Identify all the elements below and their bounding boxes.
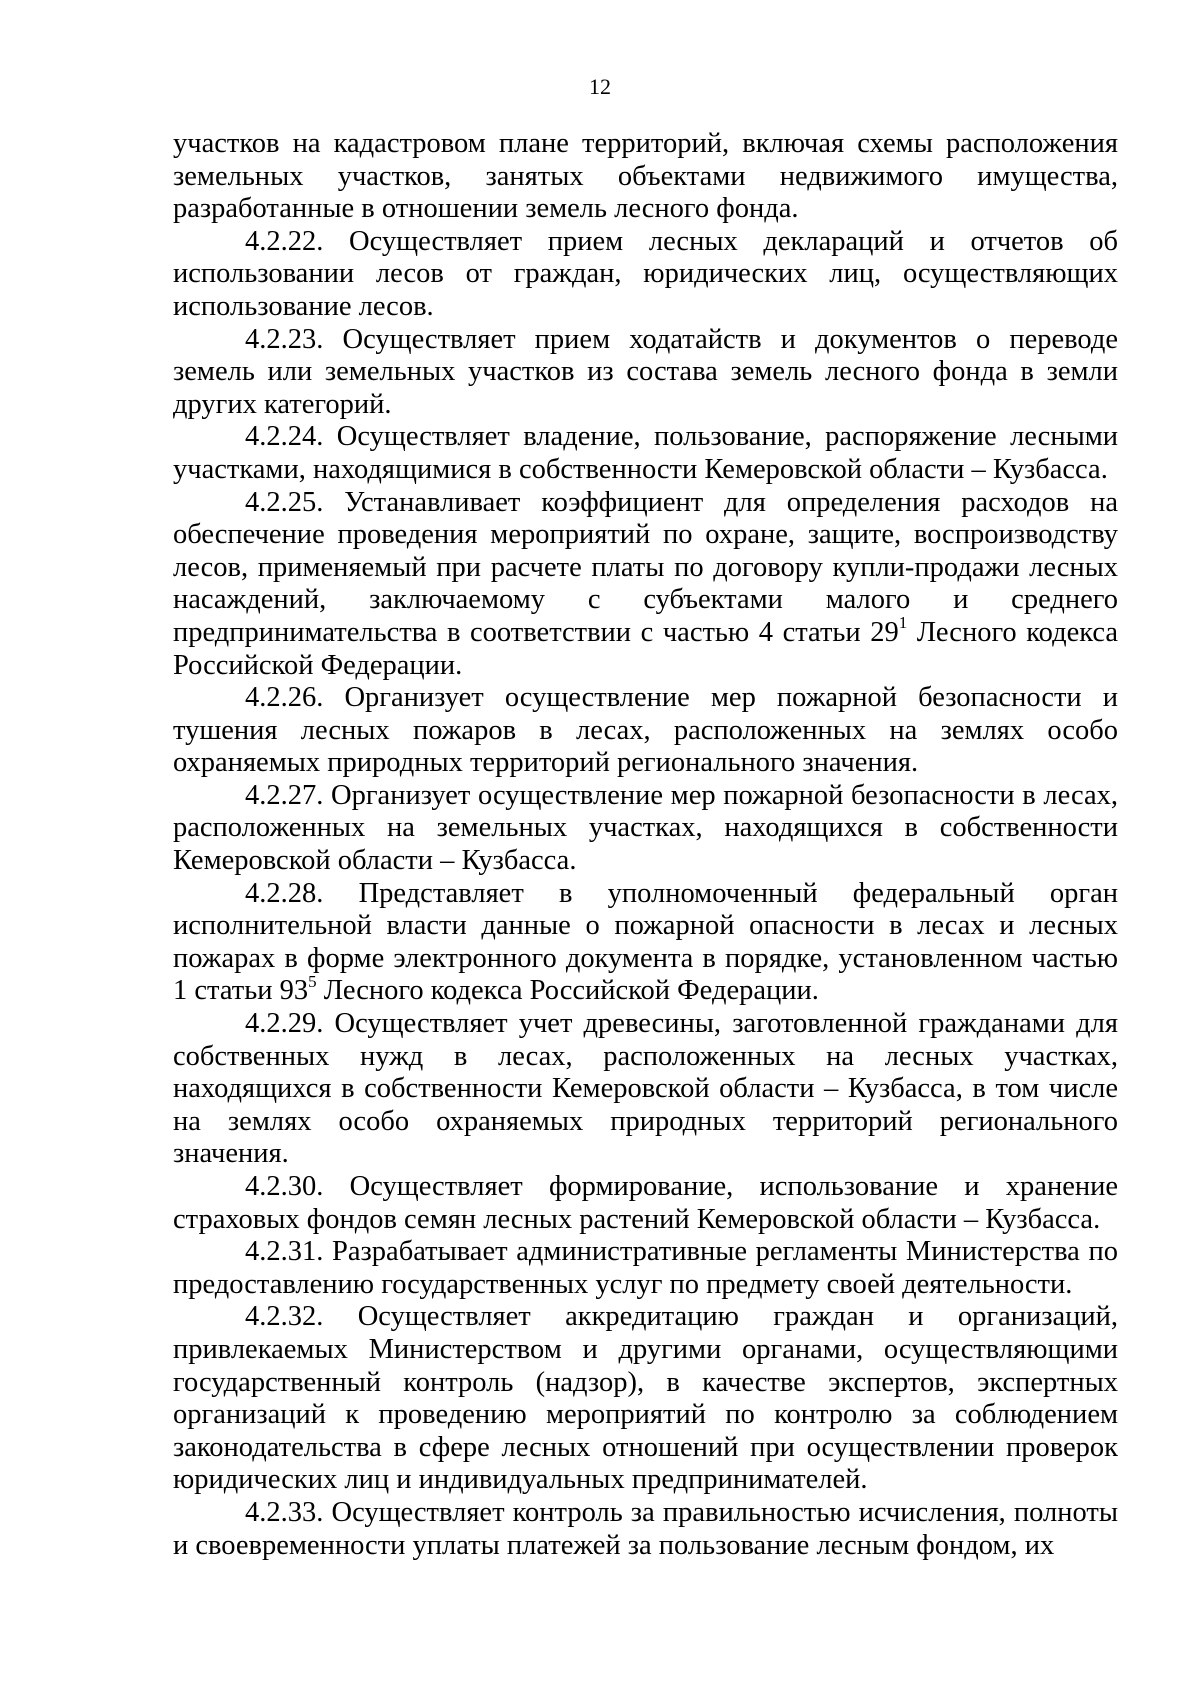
paragraph-text-tail: Лесного кодекса Российской Федерации. — [173, 616, 1118, 681]
paragraph-number: 4.2.27. — [245, 779, 324, 811]
paragraph-4-2-32 — [173, 1301, 1118, 1497]
paragraph-text: Представляет в уполномоченный федеральный орган исполнительной власти данные о пожарной опасности в лесах и лесных пожарах в форме электронного документа в порядке, установленном частью 1 статьи 93 — [173, 877, 1118, 1007]
paragraph-4-2-25 — [173, 487, 1118, 683]
paragraph-text: Разрабатывает административные регламенты Министерства по предоставлению государственных услуг по предмету своей деятельности. — [173, 1236, 1118, 1300]
paragraph-number: 4.2.33. — [245, 1496, 324, 1528]
paragraph-text: Осуществляет формирование, использование и хранение страховых фондов семян лесных растений Кемеровской области – Кузбасса. — [173, 1171, 1118, 1235]
paragraph-text: Осуществляет владение, пользование, распоряжение лесными участками, находящимися в собственности Кемеровской области – Кузбасса. — [173, 421, 1119, 485]
paragraph-number: 4.2.31. — [245, 1236, 324, 1268]
superscript: 1 — [898, 613, 908, 633]
paragraph-4-2-31 — [173, 1236, 1118, 1301]
paragraph-4-2-23 — [173, 324, 1118, 422]
paragraph-4-2-30 — [173, 1171, 1118, 1236]
paragraph-number: 4.2.32. — [245, 1301, 324, 1333]
paragraph-number: 4.2.26. — [245, 682, 324, 714]
paragraph-4-2-22 — [173, 226, 1118, 324]
paragraph-number: 4.2.25. — [245, 486, 324, 518]
paragraph-number: 4.2.29. — [245, 1008, 324, 1040]
paragraph-text-tail: Лесного кодекса Российской Федерации. — [316, 975, 819, 1007]
paragraph-text: Организует осуществление мер пожарной безопасности и тушения лесных пожаров в лесах, расположенных на землях особо охраняемых природных территорий регионального значения. — [173, 682, 1118, 779]
paragraph-text: Организует осуществление мер пожарной безопасности в лесах, расположенных на земельных участках, находящихся в собственности Кемеровской области – Кузбасса. — [173, 779, 1118, 877]
paragraph-text: Устанавливает коэффициент для определения расходов на обеспечение проведения мероприятий по охране, защите, воспроизводству лесов, применяемый при расчете платы по договору купли-продажи лесных насаждений, заключаемому с субъектами малого и среднего предпринимательства в соответствии с частью 4 статьи 29 — [173, 486, 1118, 648]
paragraph-number: 4.2.30. — [245, 1171, 324, 1202]
paragraph-number: 4.2.22. — [245, 225, 324, 257]
paragraph-4-2-26 — [173, 682, 1118, 780]
paragraph-text: Осуществляет прием ходатайств и документов о переводе земель или земельных участков из состава земель лесного фонда в земли других категорий. — [173, 323, 1118, 420]
paragraph-4-2-29 — [173, 1008, 1118, 1171]
paragraph-text: Осуществляет контроль за правильностью исчисления, полноты и своевременности уплаты платежей за пользование лесным фондом, их — [173, 1496, 1118, 1561]
paragraph-text: Осуществляет учет древесины, заготовленной гражданами для собственных нужд в лесах, расположенных на лесных участках, находящихся в собственности Кемеровской области – Кузбасса, в том числе на землях особо охраняемых природных территорий регионального значения. — [173, 1008, 1118, 1170]
paragraph-number: 4.2.28. — [245, 877, 324, 909]
document-body — [173, 128, 1118, 1562]
paragraph-number: 4.2.23. — [245, 323, 324, 355]
paragraph-4-2-27 — [173, 780, 1118, 878]
paragraph-4-2-33 — [173, 1497, 1118, 1562]
paragraph-4-2-24 — [173, 421, 1118, 486]
paragraph-text: Осуществляет прием лесных деклараций и отчетов об использовании лесов от граждан, юридических лиц, осуществляющих использование лесов. — [173, 225, 1119, 322]
paragraph-text: Осуществляет аккредитацию граждан и организаций, привлекаемых Министерством и другими органами, осуществляющими государственный контроль (надзор), в качестве экспертов, экспертных организаций к проведению мероприятий по контролю за соблюдением законодательства в сфере лесных отношений при осуществлении проверок юридических лиц и индивидуальных предпринимателей. — [173, 1301, 1119, 1496]
paragraph-number: 4.2.24. — [245, 421, 324, 453]
paragraph-4-2-28 — [173, 878, 1118, 1008]
paragraph-text: участков на кадастровом плане территорий, включая схемы расположения земельных участков, занятых объектами недвижимого имущества, разработанные в отношении земель лесного фонда. — [173, 128, 1118, 225]
page-number: 12 — [589, 74, 611, 99]
superscript: 5 — [308, 971, 317, 991]
paragraph-continuation — [173, 128, 1118, 226]
